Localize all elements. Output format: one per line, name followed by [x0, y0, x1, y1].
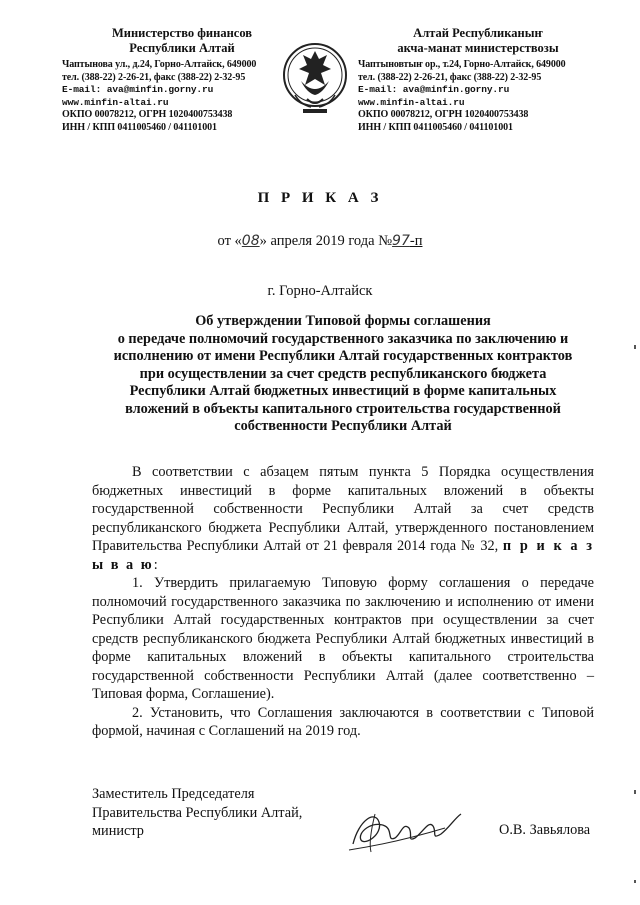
- document-city: г. Горно-Алтайск: [267, 283, 373, 299]
- letterhead-right: [358, 26, 608, 135]
- signer-position: Заместитель Председателя Правительства Республики Алтай, министр: [92, 786, 303, 839]
- handwritten-day: 08: [241, 233, 260, 249]
- document-title: П Р И К А З: [257, 190, 383, 206]
- order-word: п р и к а з ы в а ю: [92, 538, 594, 573]
- org-name-ru: Министерство финансов Республики Алтай: [111, 26, 253, 55]
- okpo: ОКПО 00078212, ОГРН 1020400753438: [358, 109, 529, 121]
- letterhead-left: [62, 26, 312, 135]
- signer-name: О.В. Завьялова: [499, 822, 591, 838]
- item-1-paragraph: 1. Утвердить прилагаемую Типовую форму соглашения о передаче полномочий государственного заказчика по заключению и исполнению от имени Республики Алтай государственных контрактов при осуществлении за счет средств республиканского бюджета Республики Алтай бюджетных инвестиций в форме капитальных вложений в объекты капитального строительства государственной собственности Республики Алтай (далее соответственно – Типовая форма, Соглашение).: [92, 575, 594, 702]
- document-subject: Об утверждении Типовой формы соглашения о передаче полномочий государственного заказчика по заключению и исполнению от имени Республики Алтай государственных контрактов при осуществлении за счет средств республиканского бюджета Республики Алтай бюджетных инвестиций в форме капитальных вложений в объекты капитального строительства государственной собственности Республики Алтай: [113, 313, 573, 434]
- okpo: ОКПО 00078212, ОГРН 1020400753438: [62, 109, 233, 121]
- item-2-paragraph: 2. Установить, что Соглашения заключаются в соответствии с Типовой формой, начиная с Соглашений на 2019 год.: [92, 704, 594, 739]
- address: Чаптынова ул., д.24, Горно-Алтайск, 649000: [62, 59, 257, 70]
- preamble-paragraph: В соответствии с абзацем пятым пункта 5 Порядка осуществления бюджетных инвестиций в форме капитальных вложений в объекты государственной собственности Республики Алтай за счет средств республиканского бюджета Республики Алтай, утвержденного постановлением Правительства Республики Алтай от 21 февраля 2014 года № 32, п р и к а з ы в а ю:: [92, 464, 594, 573]
- contact-info-ru: [62, 59, 312, 135]
- document-body: [92, 463, 594, 741]
- coat-of-arms-icon: [281, 37, 349, 119]
- email: E-mail: ava@minfin.gorny.ru: [358, 84, 510, 96]
- handwritten-number: 97: [392, 233, 410, 249]
- website: www.minfin-altai.ru: [62, 96, 169, 108]
- handwritten-signature-icon: [345, 800, 465, 858]
- phone: тел. (388-22) 2-26-21, факс (388-22) 2-32-95: [358, 71, 542, 83]
- inn: ИНН / КПП 0411005460 / 041101001: [358, 121, 513, 133]
- email: E-mail: ava@minfin.gorny.ru: [62, 84, 214, 96]
- margin-mark: [634, 790, 636, 794]
- document-date: от «08» апреля 2019 года №97-п: [217, 233, 423, 249]
- inn: ИНН / КПП 0411005460 / 041101001: [62, 121, 217, 133]
- phone: тел. (388-22) 2-26-21, факс (388-22) 2-32-95: [62, 71, 246, 83]
- contact-info-alt: [358, 59, 608, 135]
- margin-mark: [634, 345, 636, 349]
- org-name-alt: Алтай Республиканыҥ акча-манат министерствозы: [397, 26, 559, 55]
- website: www.minfin-altai.ru: [358, 96, 465, 108]
- address: Чаптыновтыҥ ор., т.24, Горно-Алтайск, 649000: [358, 59, 566, 70]
- margin-mark: [634, 880, 636, 883]
